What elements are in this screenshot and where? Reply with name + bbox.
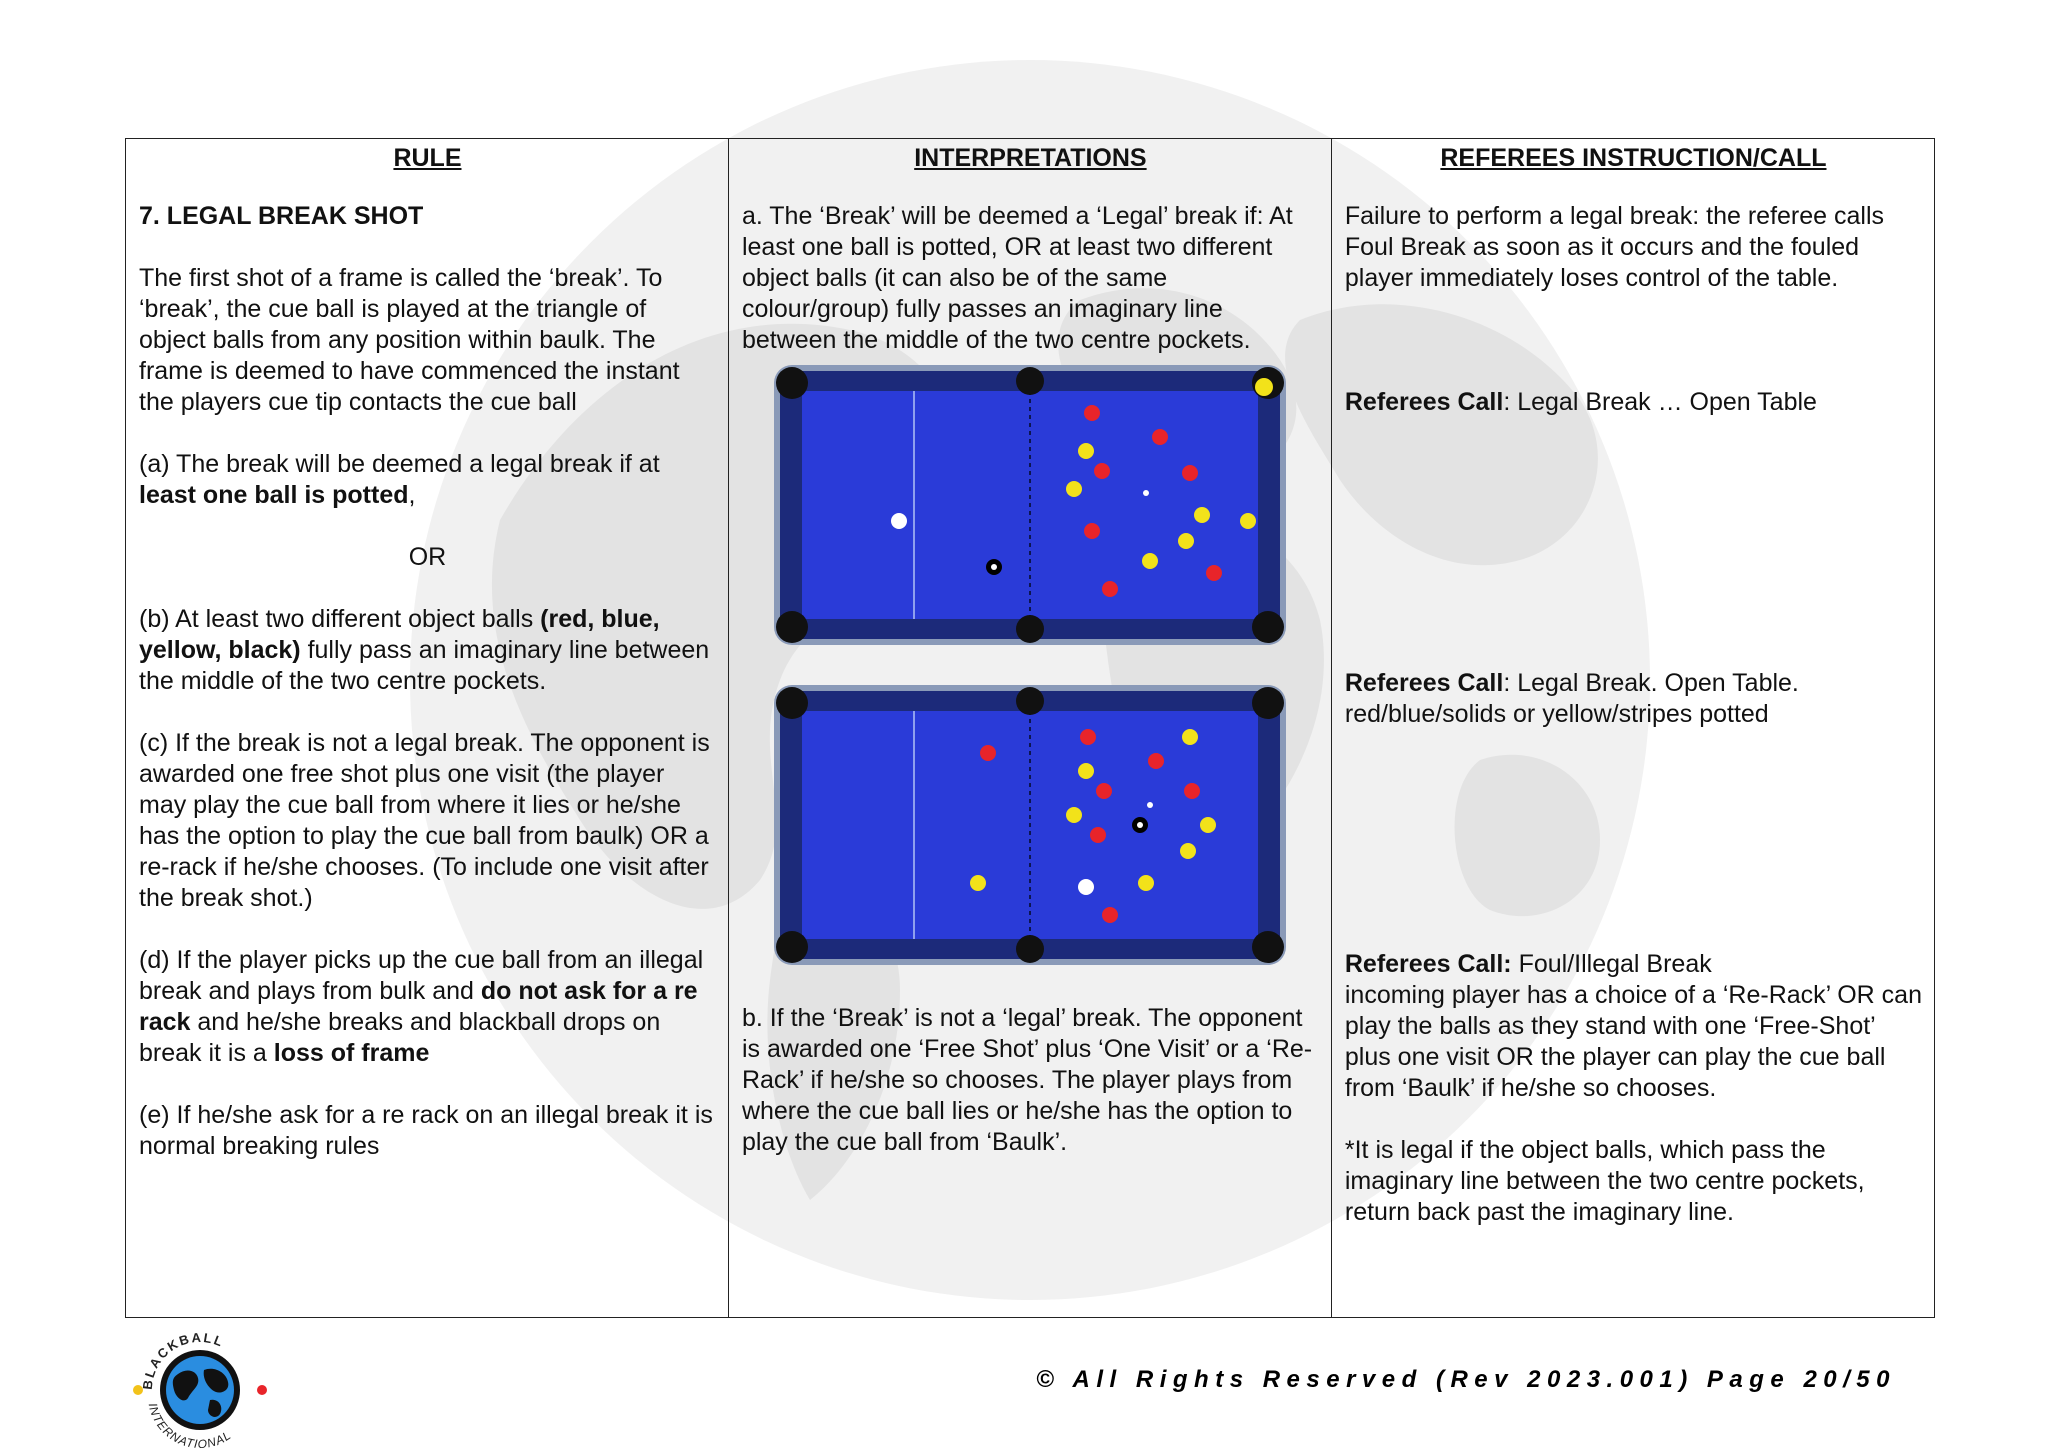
ref-call-1-label: Referees Call xyxy=(1344,388,1504,416)
rules-table xyxy=(125,138,1935,1318)
rule-cell xyxy=(126,175,729,1318)
header-row xyxy=(126,139,1935,176)
ref-call-2-sub: red/blue/solids or yellow/stripes potted xyxy=(1344,700,1769,728)
pool-table-diagram-1 xyxy=(774,365,1286,645)
footer-copyright: © All Rights Reserved (Rev 2023.001) Page 20/50 xyxy=(1036,1366,1896,1393)
ref-call-2 xyxy=(1345,668,1922,699)
rule-b-end: fully pass an imaginary line between the middle of the two centre pockets. xyxy=(139,636,710,695)
ref-call-3 xyxy=(1345,949,1922,980)
rule-c: (c) If the break is not a legal break. The opponent is awarded one free shot plus one visit (the player may play the cue ball from where it lies or he/she has the option to play the cue ball from baulk) OR a re-rack if he/she chooses. (To include one visit after the break shot.) xyxy=(139,729,710,912)
rule-b-bold: (red, blue, yellow, black) xyxy=(139,605,660,664)
rule-d xyxy=(139,945,716,1069)
rule-intro: The first shot of a frame is called the ‘break’. To ‘break’, the cue ball is played at the triangle of object balls from any position within baulk. The frame is deemed to have commenced the instant the players cue tip contacts the cue ball xyxy=(139,264,680,416)
rule-b-text: (b) At least two different object balls xyxy=(139,605,541,633)
ref-call-1 xyxy=(1345,387,1922,418)
rule-b xyxy=(139,604,716,697)
rule-a-bold: least one ball is potted xyxy=(139,481,409,509)
header-rule: RULE xyxy=(126,139,729,176)
interpretations-cell xyxy=(728,175,1331,1318)
interp-b: b. If the ‘Break’ is not a ‘legal’ break. The opponent is awarded one ‘Free Shot’ plus ‘One Visit’ or a ‘Re-Rack’ if he/she so chooses. The player plays from where the cue ball lies or he/she has the option to play the cue ball from ‘Baulk’. xyxy=(741,1004,1313,1156)
logo-bottom-text: INTERNATIONAL xyxy=(145,1401,234,1448)
header-interpretations: INTERPRETATIONS xyxy=(728,139,1331,176)
ref-call-2-label: Referees Call xyxy=(1344,669,1504,697)
blackball-international-logo xyxy=(130,1318,270,1448)
rule-d-bold1: do not ask for a re rack xyxy=(139,977,698,1036)
rule-e: (e) If he/she ask for a re rack on an illegal break it is normal breaking rules xyxy=(139,1101,713,1160)
rule-a-text: (a) The break will be deemed a legal break if at xyxy=(139,450,660,478)
rule-d-text1: (d) If the player picks up the cue ball from an illegal break and plays from bulk and xyxy=(139,946,704,1005)
ref-call-1-text: : Legal Break … Open Table xyxy=(1503,388,1817,416)
logo-top-text: BLACKBALL xyxy=(139,1329,227,1391)
content-row xyxy=(126,175,1935,1318)
ref-note: *It is legal if the object balls, which pass the imaginary line between the two centre pockets, return back past the imaginary line. xyxy=(1344,1136,1865,1226)
ref-call-3-text: incoming player has a choice of a ‘Re-Rack’ OR can play the balls as they stand with one ‘Free-Shot’ plus one visit OR the player can play the cue ball from ‘Baulk’ if he/she so chooses. xyxy=(1344,981,1922,1102)
ref-intro: Failure to perform a legal break: the referee calls Foul Break as soon as it occurs and the fouled player immediately loses control of the table. xyxy=(1344,202,1885,292)
ref-call-3-label: Referees Call: xyxy=(1344,950,1512,978)
rule-a-end: , xyxy=(408,481,416,509)
header-referee: REFEREES INSTRUCTION/CALL xyxy=(1331,139,1934,176)
rule-d-bold2: loss of frame xyxy=(273,1039,430,1067)
ref-call-2-text: : Legal Break. Open Table. xyxy=(1503,669,1799,697)
rule-d-text2: and he/she breaks and blackball drops on break it is a xyxy=(139,1008,661,1067)
ref-call-3-title: Foul/Illegal Break xyxy=(1511,950,1712,978)
pool-table-diagram-2 xyxy=(774,685,1286,965)
rule-title: 7. LEGAL BREAK SHOT xyxy=(139,202,424,230)
rule-or: OR xyxy=(408,543,447,571)
rule-a xyxy=(139,449,716,511)
interp-a: a. The ‘Break’ will be deemed a ‘Legal’ break if: At least one ball is potted, OR at least two different object balls (it can also be of the same colour/group) fully passes an imaginary line between the middle of the two centre pockets. xyxy=(741,202,1293,354)
referee-cell xyxy=(1331,175,1934,1318)
